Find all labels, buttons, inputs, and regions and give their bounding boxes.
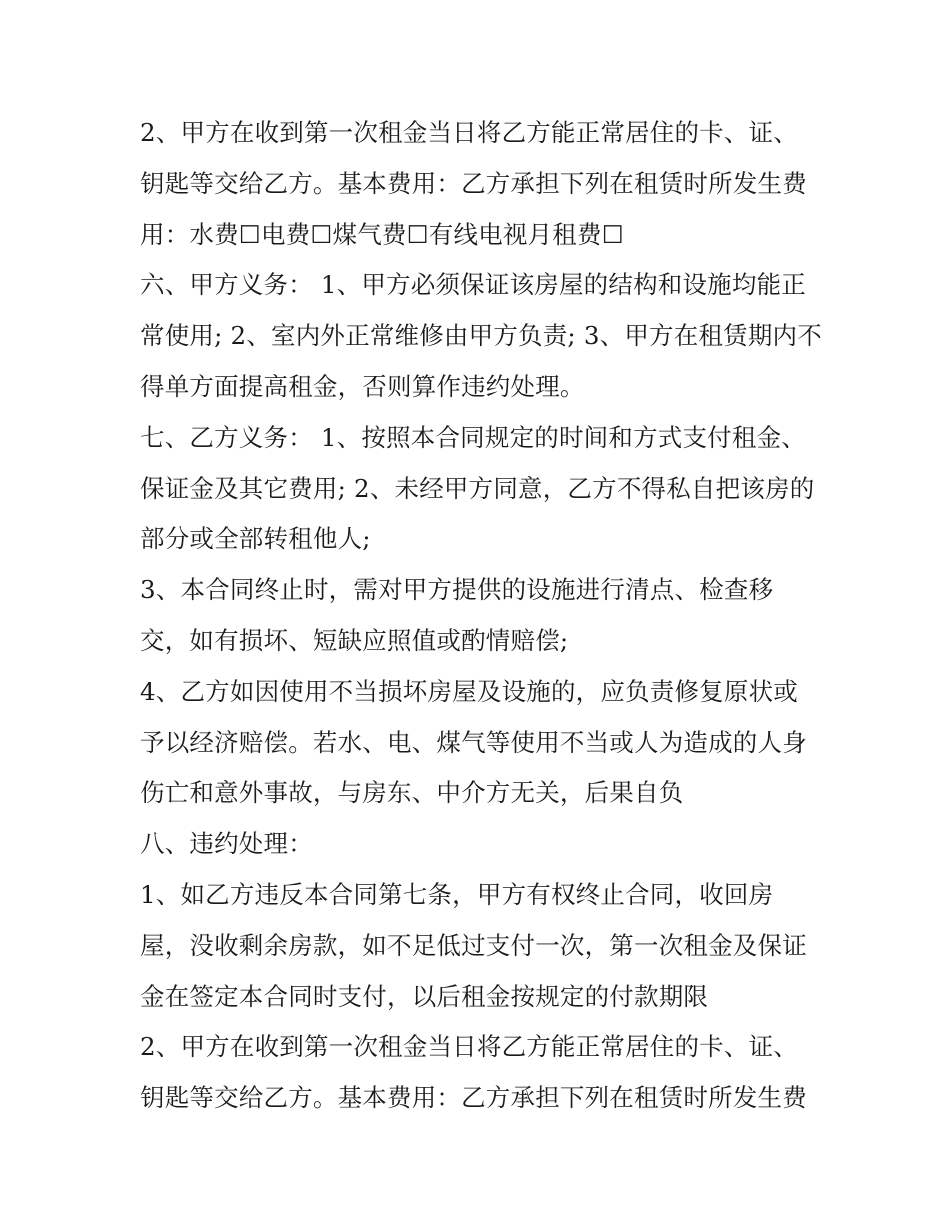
- text-line: 金在签定本合同时支付，以后租金按规定的付款期限: [140, 981, 709, 1011]
- text-line: 2、甲方在收到第一次租金当日将乙方能正常居住的卡、证、: [140, 1032, 798, 1062]
- text-line: 3、本合同终止时，需对甲方提供的设施进行清点、检查移: [140, 575, 774, 605]
- text-line: 七、乙方义务： 1、按照本合同规定的时间和方式支付租金、: [140, 422, 806, 452]
- text-line: 部分或全部转租他人;: [140, 524, 371, 554]
- text-line: 交，如有损坏、短缺应照值或酌情赔偿;: [140, 625, 569, 655]
- text-line: 屋，没收剩余房款，如不足低过支付一次，第一次租金及保证: [140, 930, 807, 960]
- text-line: 用：水费☐电费☐煤气费☐有线电视月租费☐: [140, 219, 624, 249]
- document-body: [140, 108, 820, 1124]
- text-line: 得单方面提高租金，否则算作违约处理。: [140, 371, 585, 401]
- text-line: 六、甲方义务： 1、甲方必须保证该房屋的结构和设施均能正: [140, 270, 806, 300]
- text-line: 予以经济赔偿。若水、电、煤气等使用不当或人为造成的人身: [140, 727, 807, 757]
- text-line: 保证金及其它费用; 2、未经甲方同意，乙方不得私自把该房的: [140, 473, 815, 503]
- text-line: 钥匙等交给乙方。基本费用：乙方承担下列在租赁时所发生费: [140, 168, 807, 198]
- text-line: 八、违约处理：: [140, 829, 313, 859]
- text-line: 1、如乙方违反本合同第七条，甲方有权终止合同，收回房: [140, 879, 774, 909]
- text-line: 2、甲方在收到第一次租金当日将乙方能正常居住的卡、证、: [140, 118, 798, 147]
- text-line: 伤亡和意外事故，与房东、中介方无关，后果自负: [140, 778, 684, 808]
- text-line: 常使用; 2、室内外正常维修由甲方负责; 3、甲方在租赁期内不: [140, 321, 822, 351]
- text-line: 钥匙等交给乙方。基本费用：乙方承担下列在租赁时所发生费: [140, 1083, 807, 1113]
- text-line: 4、乙方如因使用不当损坏房屋及设施的，应负责修复原状或: [140, 676, 798, 706]
